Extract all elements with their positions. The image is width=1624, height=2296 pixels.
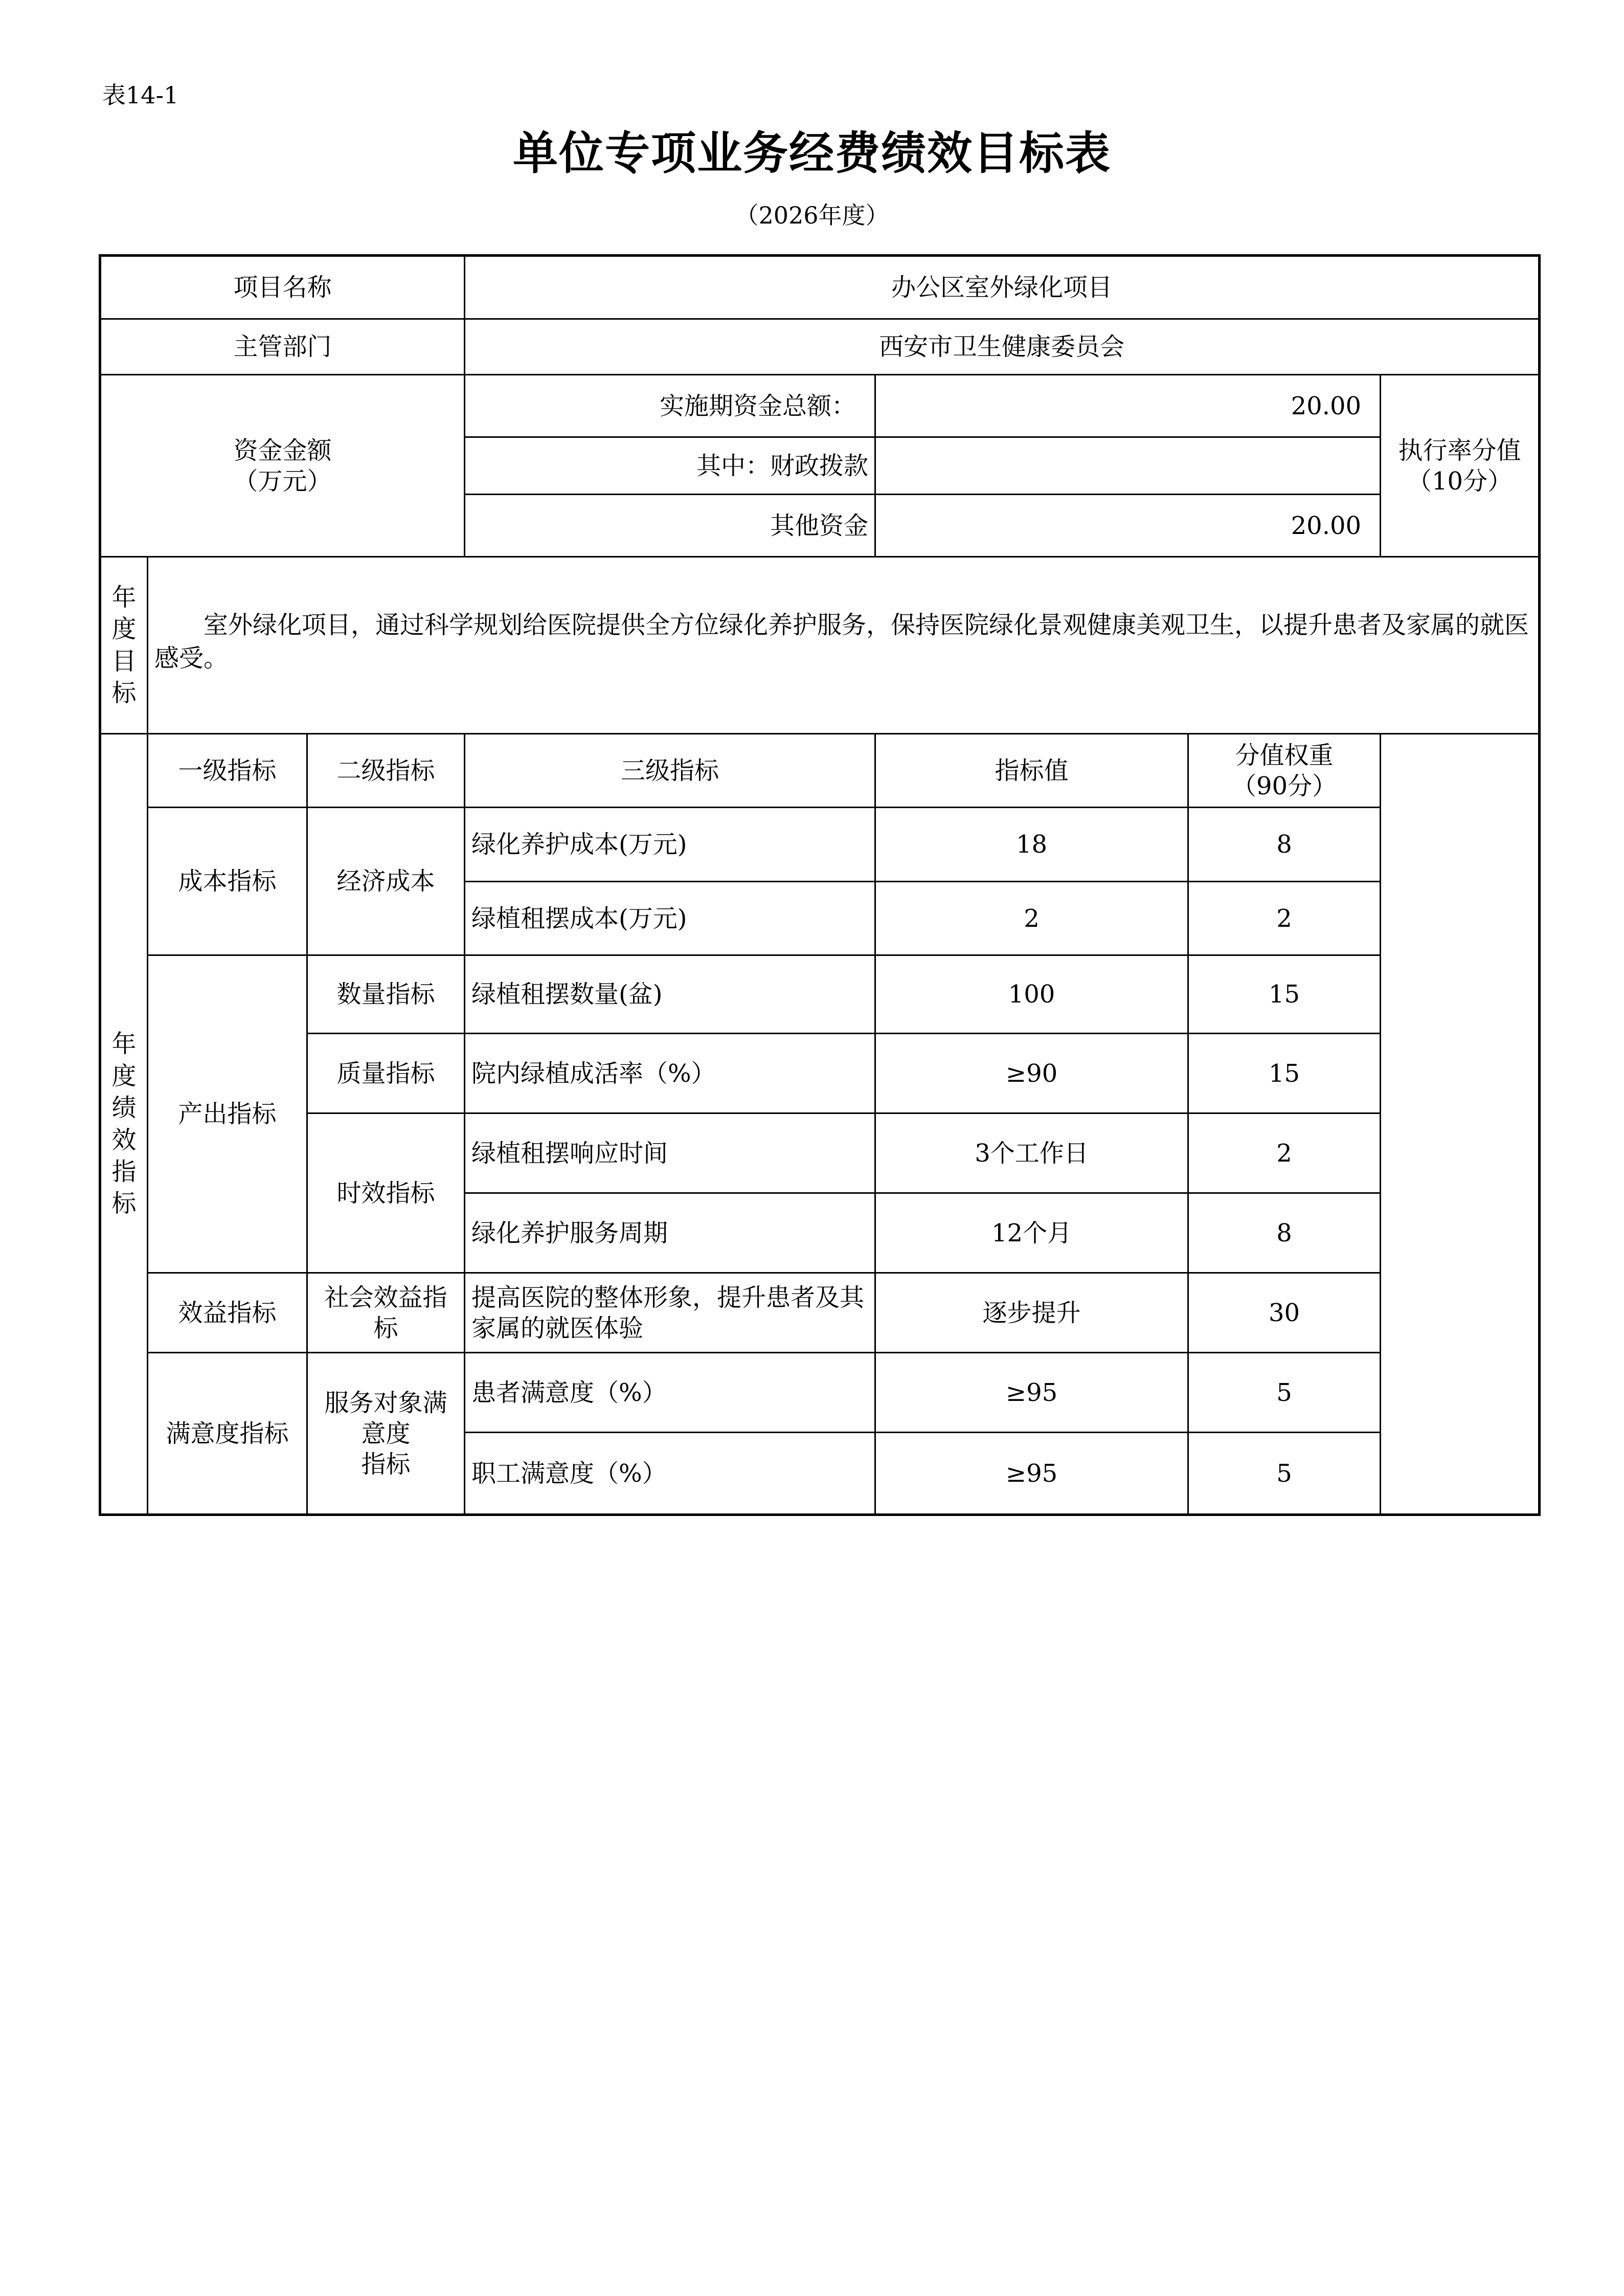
indicator-header-row [100, 734, 1540, 808]
header-weight [1188, 734, 1381, 808]
level2-social: 社会效益指标 [307, 1273, 465, 1353]
project-row [100, 256, 1540, 319]
funds-label-line1: 资金金额 [233, 436, 332, 465]
department-value: 西安市卫生健康委员会 [465, 319, 1540, 375]
level3-name: 绿化养护服务周期 [465, 1193, 875, 1273]
indicator-weight: 30 [1188, 1273, 1381, 1353]
indicator-weight: 5 [1188, 1353, 1381, 1433]
level1-satisfaction: 满意度指标 [148, 1353, 307, 1515]
indicator-weight: 15 [1188, 955, 1381, 1034]
funds-fiscal-value [875, 437, 1381, 495]
funds-fiscal-label: 其中：财政拨款 [465, 437, 875, 495]
level2-timeliness: 时效指标 [307, 1113, 465, 1273]
table-row [100, 955, 1540, 1034]
level3-name: 院内绿植成活率（%） [465, 1034, 875, 1113]
level1-cost: 成本指标 [148, 808, 307, 955]
header-weight-line2: （90分） [1231, 771, 1337, 800]
indicator-value: 12个月 [875, 1193, 1188, 1273]
funds-other-value: 20.00 [875, 495, 1381, 557]
table-row [100, 808, 1540, 882]
indicators-side-label [100, 734, 148, 1515]
table-row [100, 1113, 1540, 1193]
level2-service [307, 1353, 465, 1515]
project-label: 项目名称 [100, 256, 465, 319]
table-row [100, 1273, 1540, 1353]
goal-label-text: 年度目标 [111, 583, 137, 707]
performance-table [99, 254, 1541, 1516]
level2-quantity: 数量指标 [307, 955, 465, 1034]
level2-economic: 经济成本 [307, 808, 465, 955]
level3-name: 职工满意度（%） [465, 1433, 875, 1515]
indicator-value: 18 [875, 808, 1188, 882]
level1-output: 产出指标 [148, 955, 307, 1273]
level3-name: 绿植租摆成本(万元) [465, 882, 875, 955]
header-value: 指标值 [875, 734, 1188, 808]
indicator-value: 3个工作日 [875, 1113, 1188, 1193]
exec-rate-label [1381, 375, 1540, 557]
level2-quality: 质量指标 [307, 1034, 465, 1113]
funds-total-row [100, 375, 1540, 437]
level1-benefit: 效益指标 [148, 1273, 307, 1353]
table-number: 表14-1 [102, 81, 179, 109]
indicators-side-text: 年度绩效指标 [111, 1030, 137, 1218]
department-row [100, 319, 1540, 375]
goal-text: 室外绿化项目，通过科学规划给医院提供全方位绿化养护服务，保持医院绿化景观健康美观卫生，以提升患者及家属的就医感受。 [148, 557, 1540, 734]
goal-row [100, 557, 1540, 734]
year-subtitle: （2026年度） [735, 202, 889, 229]
page-title: 单位专项业务经费绩效目标表 [512, 126, 1111, 180]
level2-service-line1: 服务对象满意度 [324, 1388, 447, 1448]
level2-service-line2: 指标 [361, 1450, 411, 1479]
funds-label [100, 375, 465, 557]
level3-name: 提高医院的整体形象，提升患者及其家属的就医体验 [465, 1273, 875, 1353]
indicator-value: ≥95 [875, 1353, 1188, 1433]
funds-label-line2: （万元） [233, 466, 332, 496]
department-label: 主管部门 [100, 319, 465, 375]
level3-name: 绿化养护成本(万元) [465, 808, 875, 882]
exec-rate-line1: 执行率分值 [1398, 436, 1521, 465]
indicator-value: ≥90 [875, 1034, 1188, 1113]
indicator-weight: 2 [1188, 882, 1381, 955]
indicator-weight: 8 [1188, 808, 1381, 882]
indicator-value: 100 [875, 955, 1188, 1034]
header-level3: 三级指标 [465, 734, 875, 808]
header-level1: 一级指标 [148, 734, 307, 808]
indicator-weight: 5 [1188, 1433, 1381, 1515]
exec-rate-line2: （10分） [1407, 466, 1513, 496]
funds-other-label: 其他资金 [465, 495, 875, 557]
indicator-weight: 15 [1188, 1034, 1381, 1113]
project-value: 办公区室外绿化项目 [465, 256, 1540, 319]
table-row [100, 1034, 1540, 1113]
indicator-value: ≥95 [875, 1433, 1188, 1515]
level3-name: 绿植租摆响应时间 [465, 1113, 875, 1193]
indicator-value: 逐步提升 [875, 1273, 1188, 1353]
header-weight-line1: 分值权重 [1235, 741, 1334, 770]
funds-total-value: 20.00 [875, 375, 1381, 437]
funds-total-label: 实施期资金总额： [465, 375, 875, 437]
level3-name: 患者满意度（%） [465, 1353, 875, 1433]
level3-name: 绿植租摆数量(盆) [465, 955, 875, 1034]
goal-label [100, 557, 148, 734]
indicator-value: 2 [875, 882, 1188, 955]
indicator-weight: 8 [1188, 1193, 1381, 1273]
table-row [100, 1353, 1540, 1433]
indicator-weight: 2 [1188, 1113, 1381, 1193]
header-level2: 二级指标 [307, 734, 465, 808]
